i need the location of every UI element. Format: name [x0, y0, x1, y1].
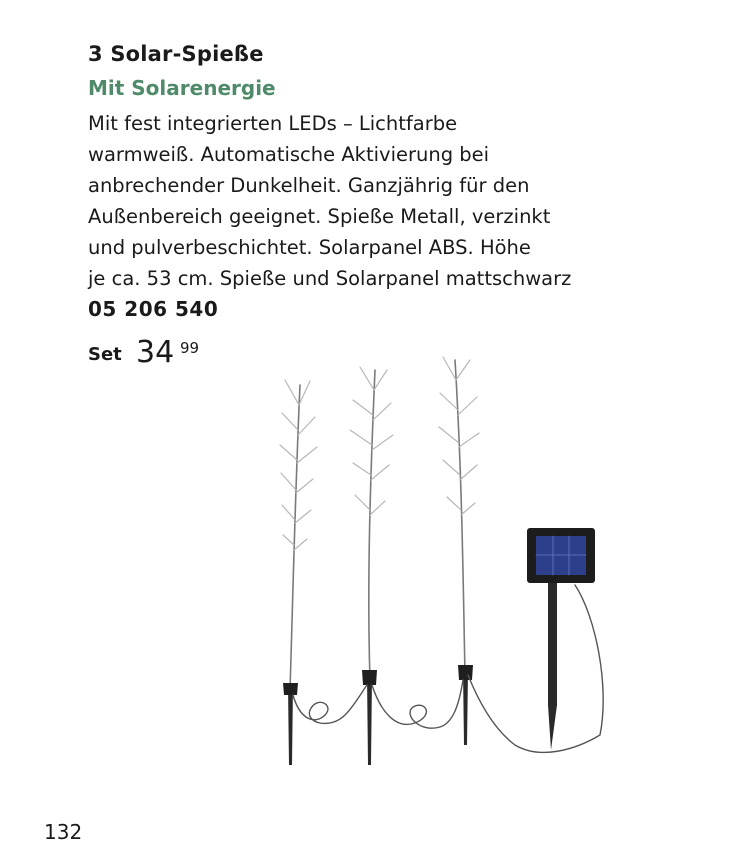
price-cents: 99	[180, 339, 200, 357]
description-line: anbrechender Dunkelheit. Ganzjährig für den	[88, 174, 530, 197]
price-prefix: Set	[88, 344, 122, 365]
price-main: 34	[136, 335, 175, 370]
light-stake-2	[350, 367, 393, 765]
description-line: warmweiß. Automatische Aktivierung bei	[88, 143, 490, 166]
solar-panel	[527, 528, 595, 750]
article-number: 05 206 540	[88, 297, 219, 321]
product-description	[88, 108, 648, 294]
description-line: und pulverbeschichtet. Solarpanel ABS. Höhe	[88, 236, 531, 259]
product-title: 3 Solar-Spieße	[88, 42, 264, 66]
page-number: 132	[44, 820, 83, 844]
description-line: Außenbereich geeignet. Spieße Metall, verzinkt	[88, 205, 551, 228]
description-line: Mit fest integrierten LEDs – Lichtfarbe	[88, 112, 458, 135]
description-line: je ca. 53 cm. Spieße und Solarpanel mattschwarz	[88, 267, 572, 290]
product-subtitle: Mit Solarenergie	[88, 76, 276, 100]
solar-stake-lights-illustration	[255, 345, 625, 785]
